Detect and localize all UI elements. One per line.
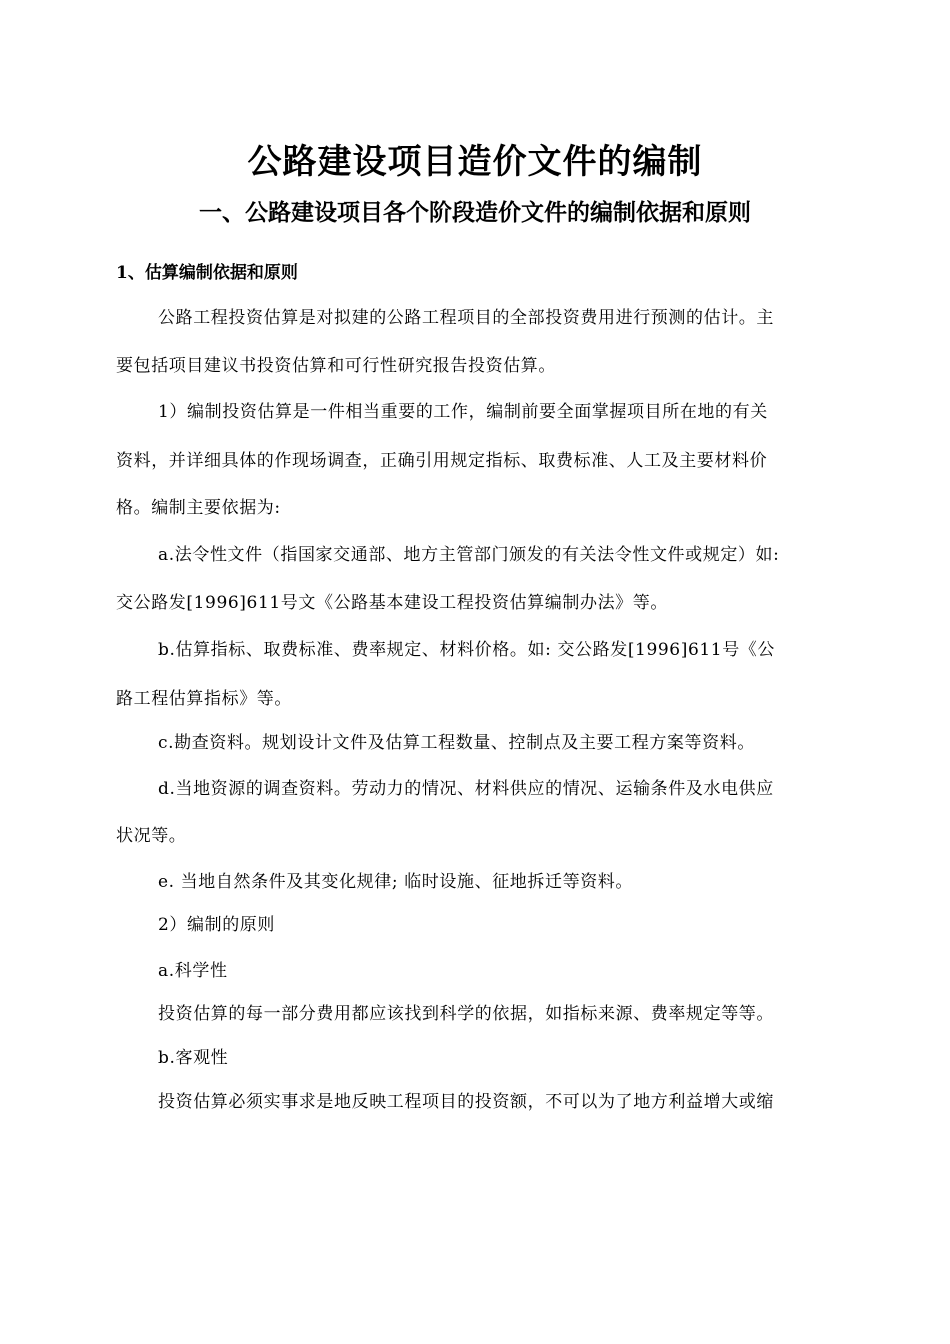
paragraph-line: 2）编制的原则 — [158, 915, 276, 935]
paragraph-line: 投资估算必须实事求是地反映工程项目的投资额，不可以为了地方利益增大或缩 — [158, 1092, 774, 1112]
paragraph-line: 状况等。 — [116, 826, 187, 846]
section-heading: 1、估算编制依据和原则 — [116, 263, 298, 283]
page-title: 公路建设项目造价文件的编制 — [247, 142, 703, 182]
page-subtitle: 一、公路建设项目各个阶段造价文件的编制依据和原则 — [199, 199, 751, 226]
paragraph-line: 资料，并详细具体的作现场调查，正确引用规定指标、取费标准、人工及主要材料价 — [116, 451, 768, 471]
paragraph-line: a.法令性文件（指国家交通部、地方主管部门颁发的有关法令性文件或规定）如: — [158, 545, 780, 565]
paragraph-line: a.科学性 — [158, 961, 228, 981]
paragraph-line: b.客观性 — [158, 1048, 229, 1068]
paragraph-line: 路工程估算指标》等。 — [116, 689, 292, 709]
paragraph-line: c.勘查资料。规划设计文件及估算工程数量、控制点及主要工程方案等资料。 — [158, 733, 755, 753]
paragraph-line: 公路工程投资估算是对拟建的公路工程项目的全部投资费用进行预测的估计。主 — [158, 308, 774, 328]
paragraph-line: 格。编制主要依据为: — [116, 498, 281, 518]
paragraph-line: e. 当地自然条件及其变化规律; 临时设施、征地拆迁等资料。 — [158, 872, 633, 892]
paragraph-line: 要包括项目建议书投资估算和可行性研究报告投资估算。 — [116, 356, 556, 376]
paragraph-line: 交公路发[1996]611号文《公路基本建设工程投资估算编制办法》等。 — [116, 593, 668, 613]
paragraph-line: 1）编制投资估算是一件相当重要的工作，编制前要全面掌握项目所在地的有关 — [158, 402, 768, 422]
paragraph-line: d.当地资源的调查资料。劳动力的情况、材料供应的情况、运输条件及水电供应 — [158, 779, 774, 799]
paragraph-line: 投资估算的每一部分费用都应该找到科学的依据，如指标来源、费率规定等等。 — [158, 1004, 774, 1024]
paragraph-line: b.估算指标、取费标准、费率规定、材料价格。如: 交公路发[1996]611号《公 — [158, 640, 775, 660]
